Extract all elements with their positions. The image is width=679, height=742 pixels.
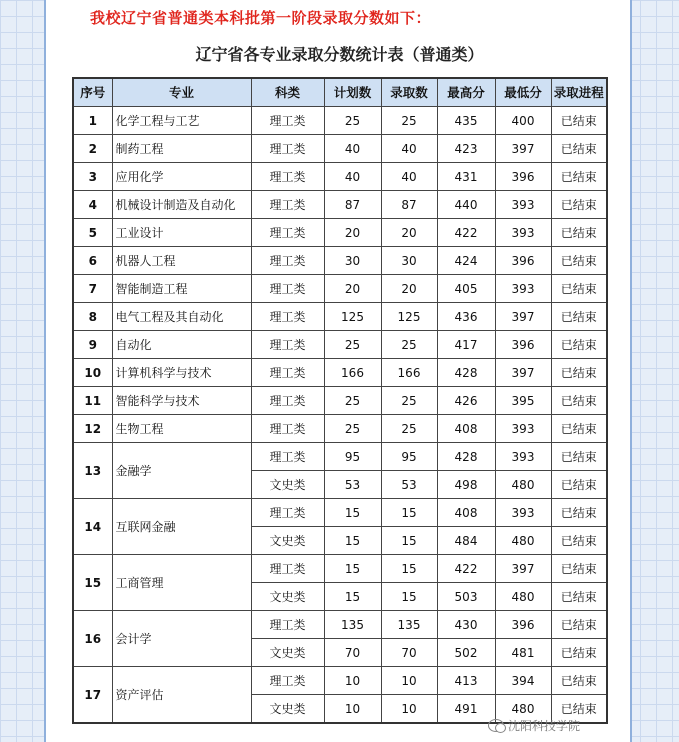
table-body [73, 107, 607, 724]
cell-max: 405 [437, 275, 495, 303]
cell-admit: 15 [381, 583, 437, 611]
cell-max: 502 [437, 639, 495, 667]
cell-major: 智能制造工程 [112, 275, 251, 303]
cell-admit: 25 [381, 107, 437, 135]
cell-admit: 25 [381, 387, 437, 415]
cell-max: 498 [437, 471, 495, 499]
cell-major: 智能科学与技术 [112, 387, 251, 415]
cell-plan: 53 [324, 471, 381, 499]
cell-min: 393 [495, 191, 551, 219]
cell-type: 理工类 [251, 247, 324, 275]
table-row [73, 415, 607, 443]
cell-type: 文史类 [251, 527, 324, 555]
cell-plan: 135 [324, 611, 381, 639]
cell-type: 文史类 [251, 695, 324, 724]
cell-major: 计算机科学与技术 [112, 359, 251, 387]
cell-plan: 15 [324, 499, 381, 527]
col-header-type: 科类 [251, 78, 324, 107]
cell-plan: 25 [324, 331, 381, 359]
cell-plan: 15 [324, 583, 381, 611]
cell-type: 理工类 [251, 135, 324, 163]
cell-max: 426 [437, 387, 495, 415]
cell-max: 408 [437, 415, 495, 443]
cell-status: 已结束 [551, 443, 607, 471]
table-row [73, 163, 607, 191]
col-header-min: 最低分 [495, 78, 551, 107]
col-header-admit: 录取数 [381, 78, 437, 107]
cell-admit: 70 [381, 639, 437, 667]
cell-max: 440 [437, 191, 495, 219]
cell-plan: 166 [324, 359, 381, 387]
cell-status: 已结束 [551, 107, 607, 135]
cell-no: 11 [73, 387, 112, 415]
cell-plan: 70 [324, 639, 381, 667]
cell-no: 13 [73, 443, 112, 499]
cell-min: 481 [495, 639, 551, 667]
wechat-icon [488, 719, 504, 732]
table-row [73, 191, 607, 219]
cell-major: 自动化 [112, 331, 251, 359]
cell-type: 文史类 [251, 471, 324, 499]
cell-status: 已结束 [551, 527, 607, 555]
cell-status: 已结束 [551, 387, 607, 415]
cell-plan: 15 [324, 555, 381, 583]
cell-admit: 20 [381, 219, 437, 247]
cell-plan: 25 [324, 387, 381, 415]
cell-min: 393 [495, 499, 551, 527]
cell-no: 9 [73, 331, 112, 359]
cell-min: 397 [495, 135, 551, 163]
cell-status: 已结束 [551, 555, 607, 583]
cell-type: 理工类 [251, 107, 324, 135]
cell-plan: 20 [324, 275, 381, 303]
cell-type: 理工类 [251, 303, 324, 331]
col-header-status: 录取进程 [551, 78, 607, 107]
cell-major: 生物工程 [112, 415, 251, 443]
cell-plan: 10 [324, 695, 381, 724]
cell-max: 422 [437, 555, 495, 583]
cell-plan: 20 [324, 219, 381, 247]
cell-type: 理工类 [251, 163, 324, 191]
cell-status: 已结束 [551, 667, 607, 695]
cell-max: 413 [437, 667, 495, 695]
cell-min: 396 [495, 247, 551, 275]
cell-max: 503 [437, 583, 495, 611]
cell-type: 理工类 [251, 667, 324, 695]
cell-type: 理工类 [251, 359, 324, 387]
table-header-row [73, 78, 607, 107]
cell-plan: 95 [324, 443, 381, 471]
cell-plan: 40 [324, 163, 381, 191]
cell-type: 文史类 [251, 583, 324, 611]
cell-admit: 15 [381, 527, 437, 555]
cell-max: 430 [437, 611, 495, 639]
cell-min: 397 [495, 555, 551, 583]
cell-status: 已结束 [551, 191, 607, 219]
cell-plan: 10 [324, 667, 381, 695]
col-header-plan: 计划数 [324, 78, 381, 107]
cell-status: 已结束 [551, 359, 607, 387]
cell-min: 393 [495, 275, 551, 303]
cell-no: 5 [73, 219, 112, 247]
cell-plan: 125 [324, 303, 381, 331]
cell-min: 480 [495, 471, 551, 499]
cell-min: 394 [495, 667, 551, 695]
cell-major: 制药工程 [112, 135, 251, 163]
cell-min: 393 [495, 415, 551, 443]
table-row [73, 303, 607, 331]
table-row [73, 107, 607, 135]
cell-max: 484 [437, 527, 495, 555]
cell-max: 424 [437, 247, 495, 275]
cell-max: 423 [437, 135, 495, 163]
table-row [73, 247, 607, 275]
cell-plan: 30 [324, 247, 381, 275]
cell-max: 491 [437, 695, 495, 724]
cell-min: 395 [495, 387, 551, 415]
cell-admit: 166 [381, 359, 437, 387]
cell-no: 12 [73, 415, 112, 443]
cell-type: 文史类 [251, 639, 324, 667]
cell-type: 理工类 [251, 275, 324, 303]
cell-major: 电气工程及其自动化 [112, 303, 251, 331]
cell-type: 理工类 [251, 387, 324, 415]
cell-admit: 95 [381, 443, 437, 471]
cell-admit: 25 [381, 415, 437, 443]
cell-min: 396 [495, 331, 551, 359]
table-row [73, 275, 607, 303]
cell-type: 理工类 [251, 443, 324, 471]
table-row [73, 443, 607, 471]
cell-type: 理工类 [251, 499, 324, 527]
table-row [73, 331, 607, 359]
cell-max: 422 [437, 219, 495, 247]
cell-max: 431 [437, 163, 495, 191]
page-headline: 我校辽宁省普通类本科批第一阶段录取分数如下： [90, 9, 432, 27]
cell-no: 4 [73, 191, 112, 219]
cell-plan: 40 [324, 135, 381, 163]
cell-status: 已结束 [551, 303, 607, 331]
cell-admit: 30 [381, 247, 437, 275]
cell-max: 428 [437, 359, 495, 387]
cell-min: 393 [495, 219, 551, 247]
cell-admit: 40 [381, 135, 437, 163]
table-row [73, 611, 607, 639]
cell-type: 理工类 [251, 331, 324, 359]
cell-admit: 20 [381, 275, 437, 303]
cell-major: 机械设计制造及自动化 [112, 191, 251, 219]
cell-type: 理工类 [251, 555, 324, 583]
cell-min: 480 [495, 695, 551, 724]
col-header-max: 最高分 [437, 78, 495, 107]
cell-min: 396 [495, 163, 551, 191]
table-row [73, 219, 607, 247]
wechat-watermark [488, 717, 580, 734]
col-header-no: 序号 [73, 78, 112, 107]
cell-no: 15 [73, 555, 112, 611]
cell-status: 已结束 [551, 163, 607, 191]
cell-admit: 15 [381, 555, 437, 583]
cell-no: 10 [73, 359, 112, 387]
cell-no: 6 [73, 247, 112, 275]
cell-admit: 125 [381, 303, 437, 331]
table-row [73, 555, 607, 583]
cell-type: 理工类 [251, 219, 324, 247]
cell-admit: 135 [381, 611, 437, 639]
cell-admit: 10 [381, 695, 437, 724]
cell-plan: 87 [324, 191, 381, 219]
cell-no: 2 [73, 135, 112, 163]
cell-min: 400 [495, 107, 551, 135]
col-header-major: 专业 [112, 78, 251, 107]
cell-min: 396 [495, 611, 551, 639]
cell-max: 436 [437, 303, 495, 331]
cell-status: 已结束 [551, 639, 607, 667]
cell-status: 已结束 [551, 135, 607, 163]
cell-admit: 10 [381, 667, 437, 695]
cell-admit: 25 [381, 331, 437, 359]
cell-no: 7 [73, 275, 112, 303]
cell-major: 应用化学 [112, 163, 251, 191]
cell-status: 已结束 [551, 275, 607, 303]
cell-major: 化学工程与工艺 [112, 107, 251, 135]
cell-status: 已结束 [551, 471, 607, 499]
cell-admit: 87 [381, 191, 437, 219]
cell-type: 理工类 [251, 191, 324, 219]
cell-status: 已结束 [551, 611, 607, 639]
admission-score-table [72, 77, 608, 724]
cell-max: 417 [437, 331, 495, 359]
cell-no: 1 [73, 107, 112, 135]
cell-max: 435 [437, 107, 495, 135]
cell-no: 3 [73, 163, 112, 191]
cell-admit: 15 [381, 499, 437, 527]
cell-status: 已结束 [551, 331, 607, 359]
table-row [73, 359, 607, 387]
cell-major: 工商管理 [112, 555, 251, 611]
cell-min: 397 [495, 359, 551, 387]
table-row [73, 387, 607, 415]
watermark-text: 沈阳科技学院 [508, 719, 581, 733]
cell-no: 8 [73, 303, 112, 331]
cell-no: 14 [73, 499, 112, 555]
cell-no: 16 [73, 611, 112, 667]
cell-status: 已结束 [551, 415, 607, 443]
cell-plan: 15 [324, 527, 381, 555]
cell-status: 已结束 [551, 583, 607, 611]
cell-max: 428 [437, 443, 495, 471]
cell-status: 已结束 [551, 499, 607, 527]
cell-min: 397 [495, 303, 551, 331]
table-row [73, 499, 607, 527]
cell-major: 金融学 [112, 443, 251, 499]
cell-major: 机器人工程 [112, 247, 251, 275]
cell-status: 已结束 [551, 219, 607, 247]
cell-admit: 53 [381, 471, 437, 499]
cell-plan: 25 [324, 415, 381, 443]
cell-major: 工业设计 [112, 219, 251, 247]
cell-status: 已结束 [551, 695, 607, 724]
cell-major: 资产评估 [112, 667, 251, 724]
table-row [73, 667, 607, 695]
cell-min: 480 [495, 527, 551, 555]
cell-type: 理工类 [251, 611, 324, 639]
cell-admit: 40 [381, 163, 437, 191]
cell-min: 480 [495, 583, 551, 611]
cell-major: 会计学 [112, 611, 251, 667]
cell-type: 理工类 [251, 415, 324, 443]
table-row [73, 135, 607, 163]
table-title: 辽宁省各专业录取分数统计表（普通类） [195, 45, 484, 64]
cell-major: 互联网金融 [112, 499, 251, 555]
cell-min: 393 [495, 443, 551, 471]
cell-plan: 25 [324, 107, 381, 135]
cell-max: 408 [437, 499, 495, 527]
cell-no: 17 [73, 667, 112, 724]
cell-status: 已结束 [551, 247, 607, 275]
